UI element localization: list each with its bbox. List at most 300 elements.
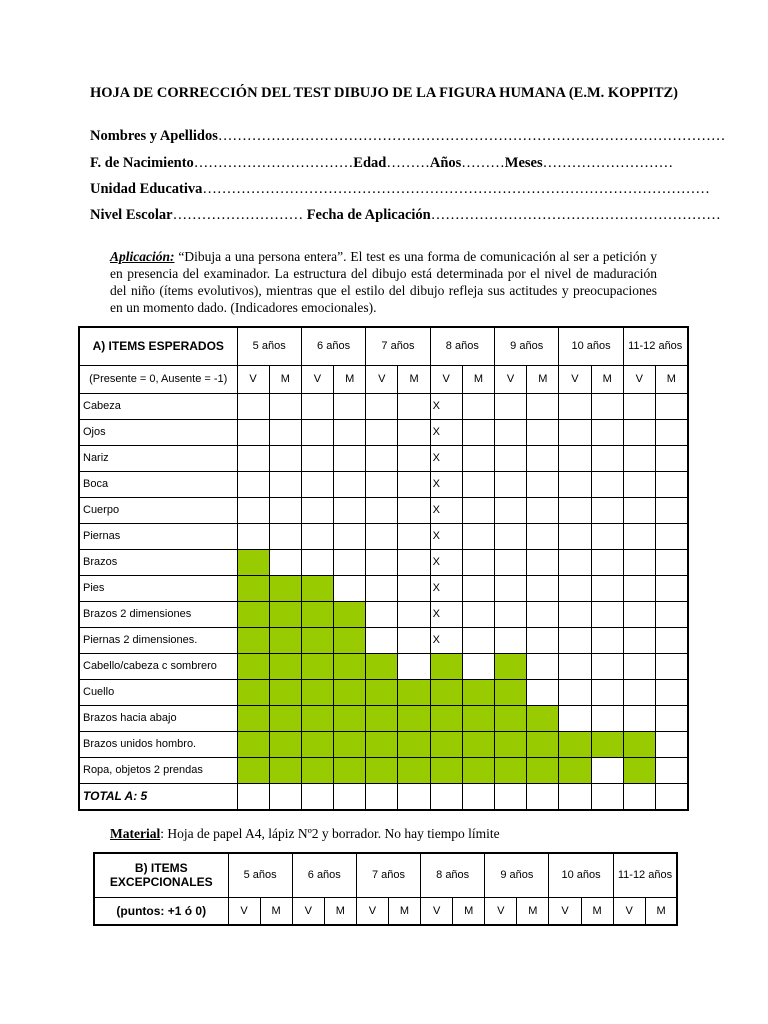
v-header: V [301, 365, 333, 393]
empty-cell [398, 627, 430, 653]
m-header: M [453, 897, 485, 925]
empty-cell [655, 497, 687, 523]
mark-cell: X [430, 393, 462, 419]
empty-cell [591, 757, 623, 783]
table-row [79, 731, 688, 757]
m-header: M [591, 365, 623, 393]
year-header: 7 años [366, 327, 430, 365]
table-items-excepcionales [93, 852, 678, 926]
empty-cell [269, 523, 301, 549]
m-header: M [269, 365, 301, 393]
v-header: V [485, 897, 517, 925]
header-row [94, 853, 677, 897]
empty-cell [655, 783, 687, 810]
empty-cell [591, 705, 623, 731]
empty-cell [527, 601, 559, 627]
table-row [79, 419, 688, 445]
v-header: V [623, 365, 655, 393]
m-header: M [462, 365, 494, 393]
shaded-cell [366, 679, 398, 705]
empty-cell [623, 783, 655, 810]
year-header: 7 años [356, 853, 420, 897]
empty-cell [527, 627, 559, 653]
subheader-row [79, 365, 688, 393]
empty-cell [366, 393, 398, 419]
empty-cell [366, 497, 398, 523]
empty-cell [655, 549, 687, 575]
m-header: M [260, 897, 292, 925]
shaded-cell [495, 757, 527, 783]
shaded-cell [495, 679, 527, 705]
empty-cell [334, 419, 366, 445]
empty-cell [462, 601, 494, 627]
item-label: Piernas [79, 523, 237, 549]
empty-cell [269, 393, 301, 419]
empty-cell [462, 471, 494, 497]
shaded-cell [334, 757, 366, 783]
shaded-cell [430, 757, 462, 783]
item-label: Nariz [79, 445, 237, 471]
v-header: V [430, 365, 462, 393]
empty-cell [462, 419, 494, 445]
field-unidad: Unidad Educativa…………………………………………………………………………………………… [90, 181, 710, 197]
empty-cell [462, 497, 494, 523]
empty-cell [462, 575, 494, 601]
empty-cell [623, 705, 655, 731]
shaded-cell [301, 731, 333, 757]
empty-cell [527, 523, 559, 549]
shaded-cell [334, 627, 366, 653]
empty-cell [655, 471, 687, 497]
mark-cell: X [430, 523, 462, 549]
item-label: Cabeza [79, 393, 237, 419]
empty-cell [623, 549, 655, 575]
year-header: 6 años [301, 327, 365, 365]
empty-cell [559, 445, 591, 471]
empty-cell [398, 549, 430, 575]
v-header: V [292, 897, 324, 925]
empty-cell [398, 523, 430, 549]
empty-cell [495, 523, 527, 549]
shaded-cell [301, 601, 333, 627]
header-row [79, 327, 688, 365]
empty-cell [269, 419, 301, 445]
shaded-cell [237, 549, 269, 575]
table-row [79, 471, 688, 497]
empty-cell [655, 731, 687, 757]
shaded-cell [237, 705, 269, 731]
year-header: 8 años [421, 853, 485, 897]
empty-cell [398, 653, 430, 679]
shaded-cell [269, 575, 301, 601]
empty-cell [334, 393, 366, 419]
empty-cell [495, 627, 527, 653]
empty-cell [591, 549, 623, 575]
empty-cell [269, 783, 301, 810]
empty-cell [591, 393, 623, 419]
total-row [79, 783, 688, 810]
empty-cell [495, 445, 527, 471]
shaded-cell [237, 731, 269, 757]
item-label: Pies [79, 575, 237, 601]
shaded-cell [495, 653, 527, 679]
year-header: 5 años [237, 327, 301, 365]
empty-cell [623, 679, 655, 705]
empty-cell [334, 575, 366, 601]
empty-cell [591, 627, 623, 653]
empty-cell [237, 445, 269, 471]
empty-cell [269, 471, 301, 497]
year-header: 8 años [430, 327, 494, 365]
shaded-cell [237, 679, 269, 705]
empty-cell [334, 523, 366, 549]
empty-cell [398, 575, 430, 601]
item-label: Cabello/cabeza c sombrero [79, 653, 237, 679]
item-label: Ropa, objetos 2 prendas [79, 757, 237, 783]
empty-cell [559, 653, 591, 679]
mark-cell: X [430, 627, 462, 653]
empty-cell [301, 549, 333, 575]
empty-cell [301, 471, 333, 497]
empty-cell [655, 445, 687, 471]
field-nombres: Nombres y Apellidos…………………………………………………………………………………………… [90, 128, 726, 144]
shaded-cell [269, 627, 301, 653]
empty-cell [527, 679, 559, 705]
empty-cell [655, 523, 687, 549]
v-header: V [366, 365, 398, 393]
empty-cell [623, 419, 655, 445]
empty-cell [655, 679, 687, 705]
empty-cell [398, 419, 430, 445]
empty-cell [398, 601, 430, 627]
mark-cell: X [430, 471, 462, 497]
empty-cell [527, 783, 559, 810]
empty-cell [559, 601, 591, 627]
table-row [79, 627, 688, 653]
empty-cell [623, 445, 655, 471]
item-label: Cuerpo [79, 497, 237, 523]
item-label: Brazos unidos hombro. [79, 731, 237, 757]
empty-cell [527, 549, 559, 575]
table-items-esperados [78, 326, 689, 811]
m-header: M [581, 897, 613, 925]
shaded-cell [269, 731, 301, 757]
empty-cell [430, 783, 462, 810]
empty-cell [398, 471, 430, 497]
shaded-cell [398, 731, 430, 757]
empty-cell [623, 575, 655, 601]
shaded-cell [462, 757, 494, 783]
m-header: M [655, 365, 687, 393]
empty-cell [334, 497, 366, 523]
mark-cell: X [430, 445, 462, 471]
empty-cell [237, 471, 269, 497]
shaded-cell [269, 705, 301, 731]
shaded-cell [430, 705, 462, 731]
shaded-cell [269, 601, 301, 627]
table-row [79, 523, 688, 549]
shaded-cell [301, 757, 333, 783]
empty-cell [462, 393, 494, 419]
empty-cell [559, 705, 591, 731]
empty-cell [301, 419, 333, 445]
table-b-header-line1: B) ITEMS [134, 861, 188, 876]
empty-cell [398, 393, 430, 419]
empty-cell [559, 419, 591, 445]
m-header: M [324, 897, 356, 925]
m-header: M [517, 897, 549, 925]
table-a-header: A) ITEMS ESPERADOS [79, 327, 237, 365]
empty-cell [495, 549, 527, 575]
shaded-cell [301, 705, 333, 731]
table-row [79, 601, 688, 627]
shaded-cell [334, 653, 366, 679]
shaded-cell [301, 653, 333, 679]
empty-cell [591, 601, 623, 627]
shaded-cell [334, 601, 366, 627]
empty-cell [237, 419, 269, 445]
item-label: Brazos [79, 549, 237, 575]
item-label: Brazos hacia abajo [79, 705, 237, 731]
shaded-cell [334, 705, 366, 731]
shaded-cell [527, 731, 559, 757]
year-header: 11-12 años [623, 327, 687, 365]
table-row [79, 393, 688, 419]
v-header: V [613, 897, 645, 925]
empty-cell [398, 497, 430, 523]
empty-cell [623, 653, 655, 679]
empty-cell [495, 497, 527, 523]
empty-cell [527, 419, 559, 445]
empty-cell [527, 445, 559, 471]
shaded-cell [495, 705, 527, 731]
empty-cell [623, 393, 655, 419]
empty-cell [301, 445, 333, 471]
empty-cell [495, 601, 527, 627]
item-label: Ojos [79, 419, 237, 445]
shaded-cell [623, 757, 655, 783]
empty-cell [462, 627, 494, 653]
m-header: M [398, 365, 430, 393]
m-header: M [645, 897, 677, 925]
empty-cell [334, 783, 366, 810]
empty-cell [334, 471, 366, 497]
mark-cell: X [430, 419, 462, 445]
empty-cell [655, 627, 687, 653]
empty-cell [366, 445, 398, 471]
mark-cell: X [430, 497, 462, 523]
empty-cell [269, 497, 301, 523]
empty-cell [655, 393, 687, 419]
shaded-cell [269, 653, 301, 679]
table-row [79, 705, 688, 731]
table-row [79, 653, 688, 679]
mark-cell: X [430, 575, 462, 601]
year-header: 10 años [559, 327, 623, 365]
m-header: M [388, 897, 420, 925]
empty-cell [398, 445, 430, 471]
table-row [79, 757, 688, 783]
empty-cell [623, 523, 655, 549]
year-header: 5 años [228, 853, 292, 897]
table-row [79, 549, 688, 575]
empty-cell [559, 783, 591, 810]
empty-cell [366, 601, 398, 627]
empty-cell [527, 393, 559, 419]
shaded-cell [301, 679, 333, 705]
empty-cell [366, 419, 398, 445]
empty-cell [366, 627, 398, 653]
empty-cell [559, 393, 591, 419]
mark-cell: X [430, 601, 462, 627]
shaded-cell [527, 705, 559, 731]
shaded-cell [398, 705, 430, 731]
empty-cell [237, 783, 269, 810]
empty-cell [237, 523, 269, 549]
empty-cell [495, 471, 527, 497]
table-row [79, 445, 688, 471]
empty-cell [655, 575, 687, 601]
shaded-cell [237, 757, 269, 783]
table-a-subheader: (Presente = 0, Ausente = -1) [79, 365, 237, 393]
empty-cell [655, 705, 687, 731]
empty-cell [462, 783, 494, 810]
empty-cell [334, 549, 366, 575]
empty-cell [495, 393, 527, 419]
empty-cell [655, 757, 687, 783]
empty-cell [269, 445, 301, 471]
mark-cell: X [430, 549, 462, 575]
shaded-cell [559, 731, 591, 757]
empty-cell [527, 471, 559, 497]
item-label: Brazos 2 dimensiones [79, 601, 237, 627]
item-label: Boca [79, 471, 237, 497]
empty-cell [527, 497, 559, 523]
shaded-cell [366, 653, 398, 679]
year-header: 11-12 años [613, 853, 677, 897]
item-label: Piernas 2 dimensiones. [79, 627, 237, 653]
empty-cell [527, 653, 559, 679]
empty-cell [559, 497, 591, 523]
empty-cell [237, 393, 269, 419]
empty-cell [527, 575, 559, 601]
shaded-cell [237, 627, 269, 653]
empty-cell [495, 575, 527, 601]
field-nivel: Nivel Escolar……………………… Fecha de Aplicación…………………………………………………… [90, 207, 721, 223]
empty-cell [591, 653, 623, 679]
shaded-cell [559, 757, 591, 783]
subheader-row [94, 897, 677, 925]
empty-cell [237, 497, 269, 523]
aplicacion-paragraph: Aplicación: “Dibuja a una persona entera”. El test es una forma de comunicación al ser a petición y en presencia del examinador. La estructura del dibujo está determinada por el nivel de maduración del niño (ítems evolutivos), mientras que el estilo del dibujo refleja sus actitudes y preocupaciones en un momento dado. (Indicadores emocionales). [110, 249, 657, 315]
empty-cell [366, 523, 398, 549]
shaded-cell [301, 627, 333, 653]
table-row [79, 679, 688, 705]
empty-cell [495, 419, 527, 445]
year-header: 10 años [549, 853, 613, 897]
empty-cell [559, 575, 591, 601]
empty-cell [623, 497, 655, 523]
empty-cell [462, 549, 494, 575]
empty-cell [591, 783, 623, 810]
table-b-header-line2: EXCEPCIONALES [109, 875, 213, 890]
shaded-cell [430, 679, 462, 705]
shaded-cell [398, 679, 430, 705]
shaded-cell [237, 601, 269, 627]
empty-cell [301, 497, 333, 523]
shaded-cell [301, 575, 333, 601]
empty-cell [334, 445, 366, 471]
v-header: V [559, 365, 591, 393]
empty-cell [591, 471, 623, 497]
empty-cell [462, 523, 494, 549]
field-nacimiento: F. de Nacimiento……………………………Edad………Años………Meses……………………… [90, 155, 674, 171]
table-row [79, 575, 688, 601]
shaded-cell [398, 757, 430, 783]
shaded-cell [495, 731, 527, 757]
empty-cell [366, 783, 398, 810]
m-header: M [527, 365, 559, 393]
shaded-cell [237, 575, 269, 601]
total-label: TOTAL A: 5 [79, 783, 237, 810]
v-header: V [228, 897, 260, 925]
shaded-cell [430, 653, 462, 679]
shaded-cell [462, 731, 494, 757]
item-label: Cuello [79, 679, 237, 705]
empty-cell [591, 575, 623, 601]
empty-cell [591, 497, 623, 523]
empty-cell [301, 523, 333, 549]
empty-cell [559, 549, 591, 575]
shaded-cell [269, 679, 301, 705]
shaded-cell [334, 731, 366, 757]
empty-cell [462, 445, 494, 471]
table-row [79, 497, 688, 523]
shaded-cell [366, 757, 398, 783]
v-header: V [356, 897, 388, 925]
empty-cell [591, 445, 623, 471]
empty-cell [559, 471, 591, 497]
v-header: V [495, 365, 527, 393]
material-line: Material: Hoja de papel A4, lápiz Nº2 y borrador. No hay tiempo límite [110, 826, 500, 841]
year-header: 9 años [495, 327, 559, 365]
shaded-cell [430, 731, 462, 757]
page-title: HOJA DE CORRECCIÓN DEL TEST DIBUJO DE LA FIGURA HUMANA (E.M. KOPPITZ) [89, 85, 678, 101]
empty-cell [623, 601, 655, 627]
empty-cell [398, 783, 430, 810]
shaded-cell [462, 705, 494, 731]
table-b-subheader: (puntos: +1 ó 0) [94, 897, 228, 925]
shaded-cell [366, 731, 398, 757]
empty-cell [301, 393, 333, 419]
shaded-cell [623, 731, 655, 757]
shaded-cell [237, 653, 269, 679]
empty-cell [366, 575, 398, 601]
shaded-cell [334, 679, 366, 705]
empty-cell [269, 549, 301, 575]
table-b-header [94, 853, 228, 897]
shaded-cell [366, 705, 398, 731]
v-header: V [237, 365, 269, 393]
shaded-cell [462, 679, 494, 705]
shaded-cell [591, 731, 623, 757]
empty-cell [623, 471, 655, 497]
empty-cell [623, 627, 655, 653]
empty-cell [655, 419, 687, 445]
empty-cell [495, 783, 527, 810]
m-header: M [334, 365, 366, 393]
empty-cell [655, 601, 687, 627]
